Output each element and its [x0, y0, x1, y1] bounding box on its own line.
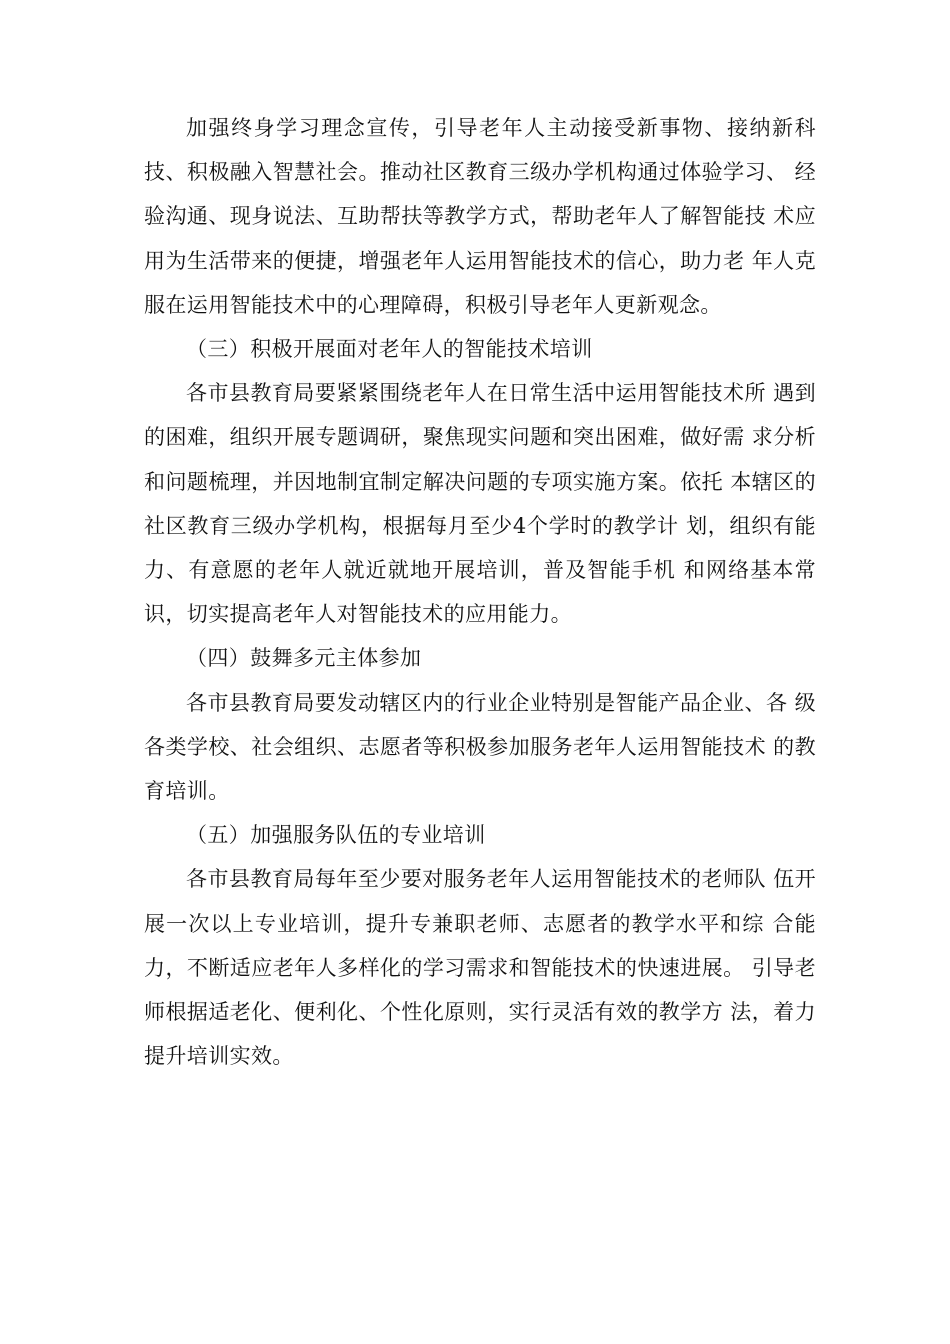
section-heading-5: （五）加强服务队伍的专业培训 [186, 823, 486, 848]
paragraph-lifelong-learning: 加强终身学习理念宣传，引导老年人主动接受新事物、接纳新科技、积极融入智慧社会。推动社区教育三级办学机构通过体验学习、 经验沟通、现身说法、互助帮扶等教学方式，帮助老年人了解智能技 术应用为生活带来的便捷，增强老年人运用智能技术的信心，助力老 年人克服在运用智能技术中的心理障碍，积极引导老年人更新观念。 [144, 116, 816, 317]
paragraph-multi-participation: 各市县教育局要发动辖区内的行业企业特别是智能产品企业、各 级各类学校、社会组织、志愿者等积极参加服务老年人运用智能技术 的教育培训。 [144, 690, 816, 804]
paragraph-training: 各市县教育局要紧紧围绕老年人在日常生活中运用智能技术所 遇到的困难，组织开展专题调研，聚焦现实问题和突出困难，做好需 求分析和问题梳理，并因地制宜制定解决问题的专项实施方案。依托 本辖区的社区教育三级办学机构，根据每月至少4个学时的教学计 划，组织有能力、有意愿的老年人就近就地开展培训，普及智能手机 和网络基本常识，切实提高老年人对智能技术的应用能力。 [144, 381, 816, 627]
paragraph-team-training: 各市县教育局每年至少要对服务老年人运用智能技术的老师队 伍开展一次以上专业培训，提升专兼职老师、志愿者的教学水平和综 合能力，不断适应老年人多样化的学习需求和智能技术的快速进展。 引导老师根据适老化、便利化、个性化原则，实行灵活有效的教学方 法，着力提升培训实效。 [144, 867, 816, 1069]
section-heading-3: （三）积极开展面对老年人的智能技术培训 [186, 337, 593, 362]
section-heading-4: （四）鼓舞多元主体参加 [186, 646, 422, 671]
document-body [144, 106, 816, 1078]
